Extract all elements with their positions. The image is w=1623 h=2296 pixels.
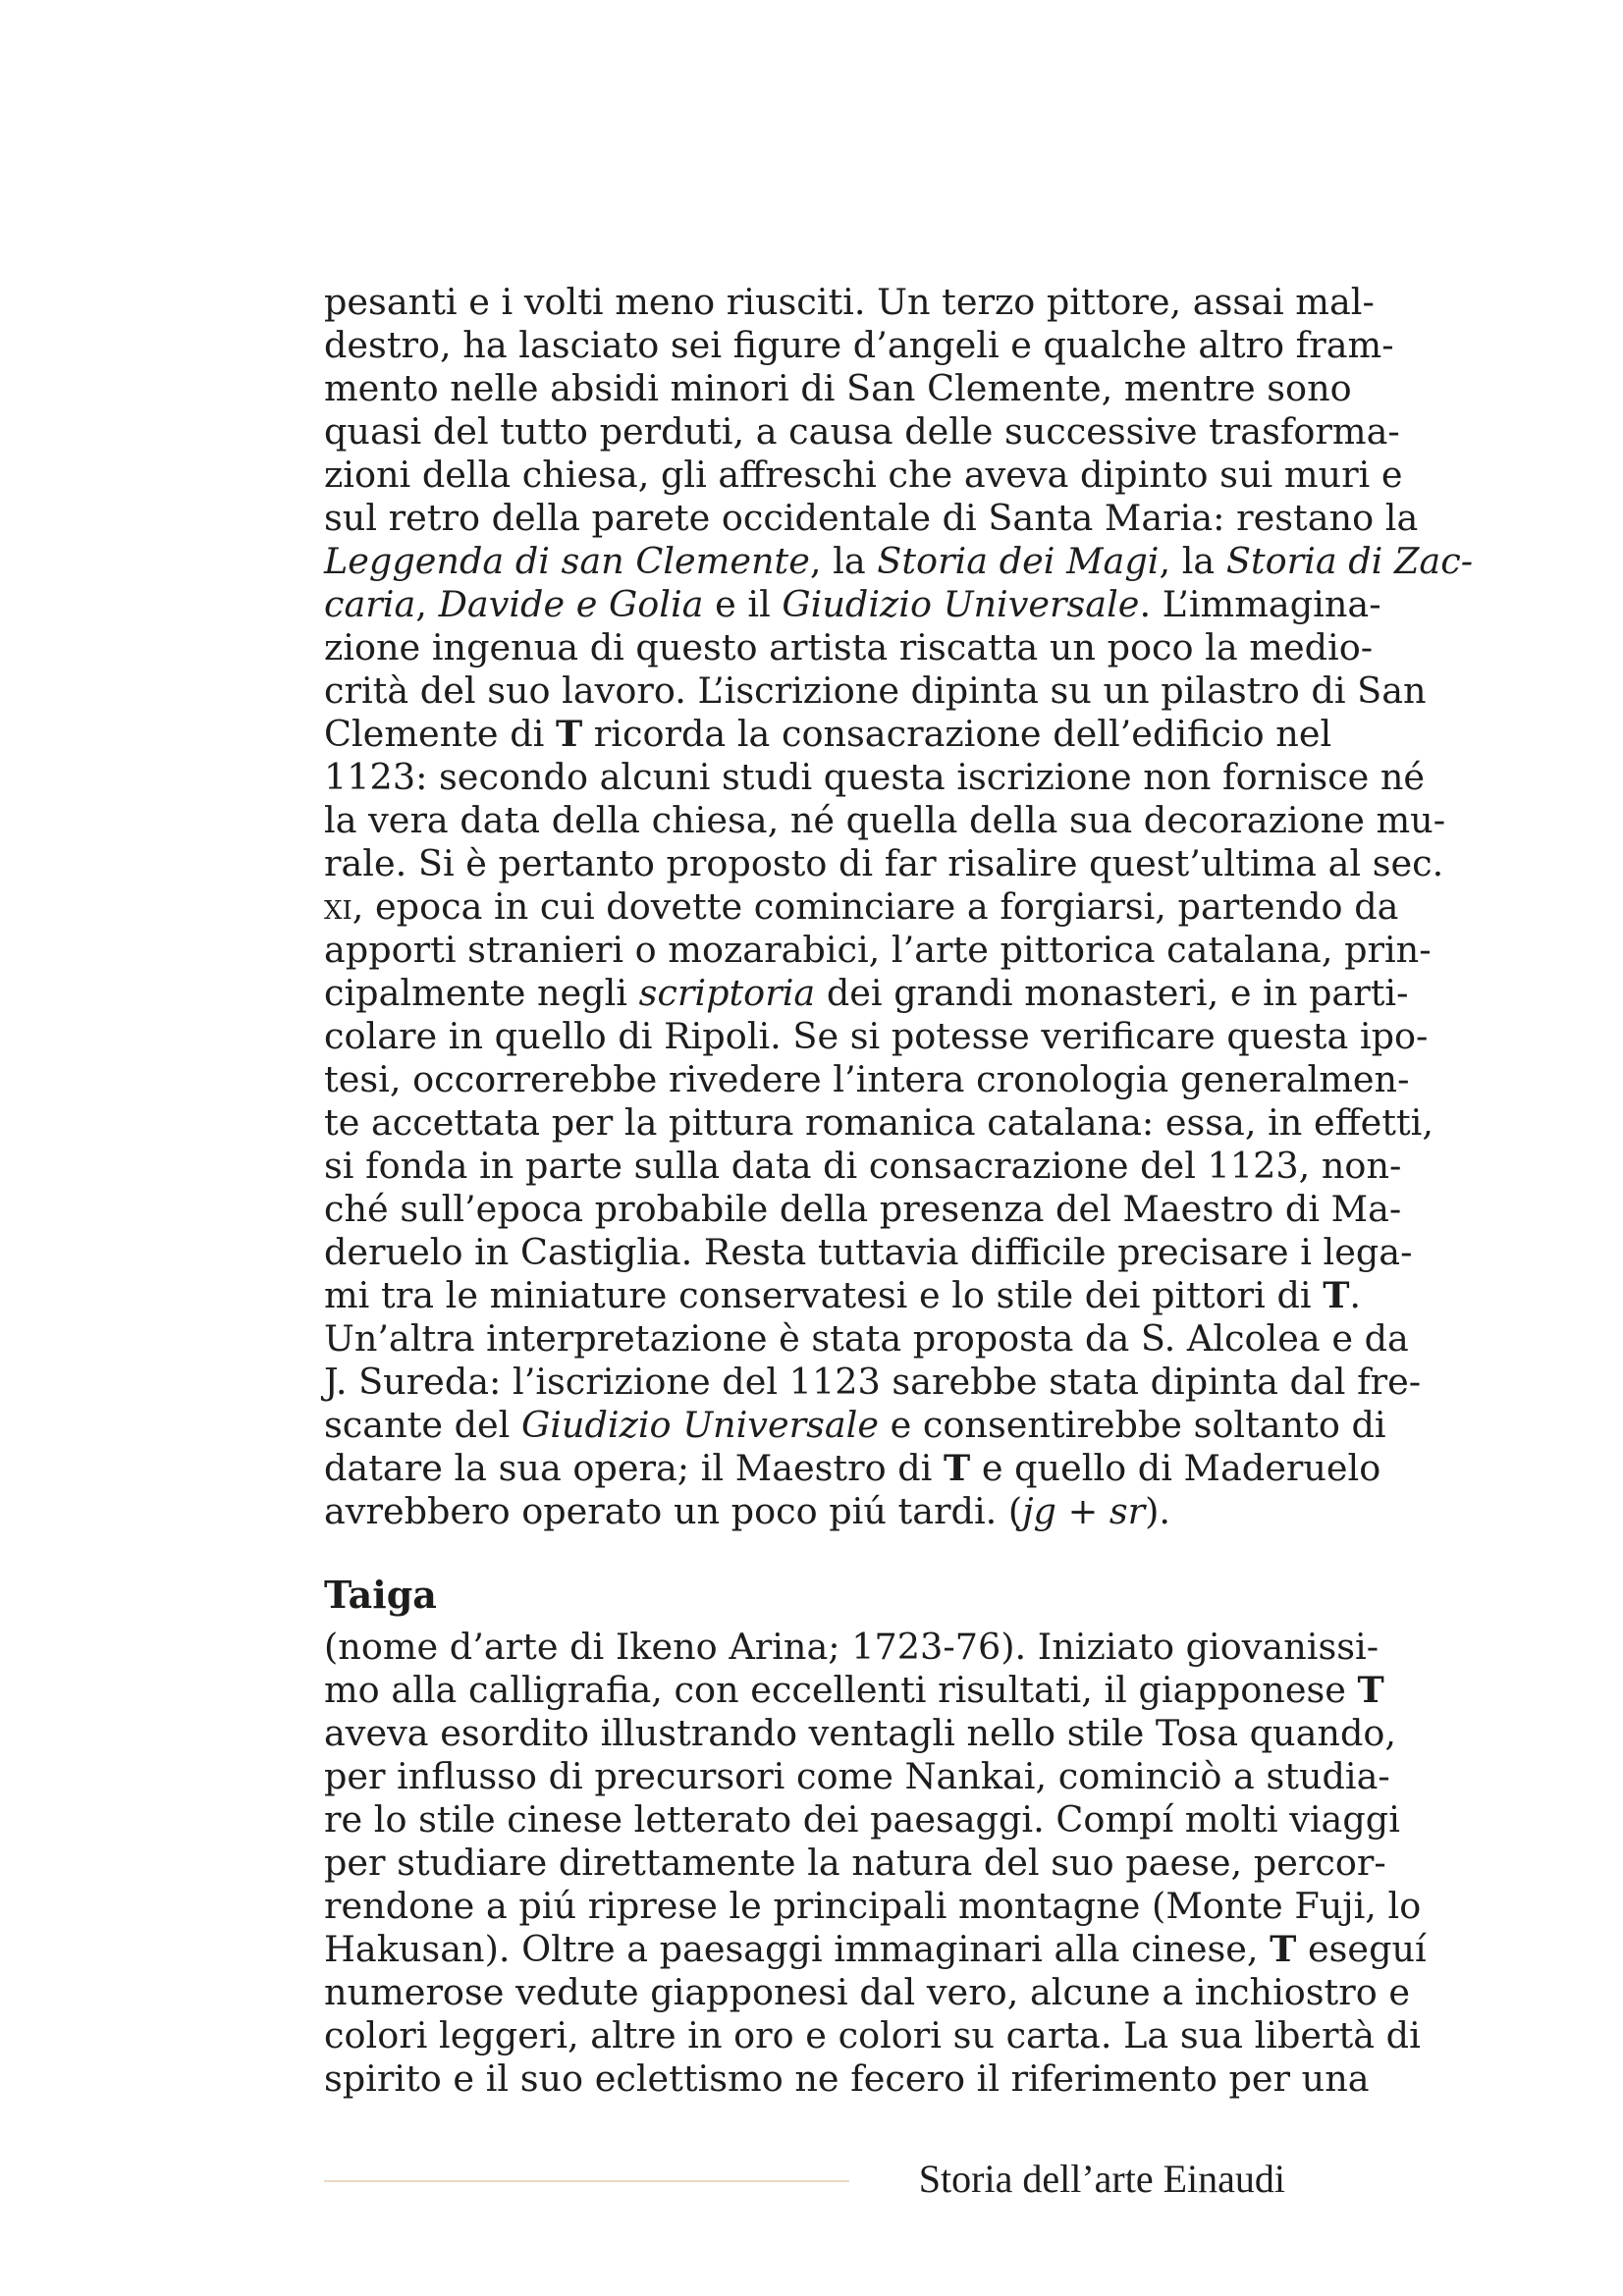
- text-run: eseguí: [1296, 1928, 1427, 1970]
- text-line: re lo stile cinese letterato dei paesaggi. Compí molti viaggi: [324, 1798, 1400, 1841]
- text-line: la vera data della chiesa, né quella della sua decorazione mu-: [324, 799, 1446, 841]
- publication-title: Storia dell’arte Einaudi: [918, 2157, 1285, 2201]
- text-line: per studiare direttamente la natura del suo paese, percor-: [324, 1842, 1386, 1884]
- text-line: si fonda in parte sulla data di consacrazione del 1123, non-: [324, 1145, 1402, 1187]
- text-line: [324, 1669, 1384, 1712]
- text-run: .: [1349, 1274, 1362, 1316]
- text-line: [324, 1490, 1286, 1533]
- entry-abbreviation: T: [1357, 1669, 1384, 1711]
- footer-rule: [324, 2180, 849, 2182]
- text-run: e quello di Maderuelo: [970, 1447, 1381, 1489]
- author-initials: jg + sr: [1022, 1490, 1146, 1532]
- text-run: avrebbero operato un poco piú tardi. (: [324, 1490, 1023, 1532]
- text-run: , la: [1159, 540, 1226, 582]
- text-line: zioni della chiesa, gli affreschi che aveva dipinto sui muri e: [324, 454, 1403, 496]
- text-run: mi tra le miniature conservatesi e lo stile dei pittori di: [324, 1274, 1324, 1316]
- text-run: ).: [1145, 1490, 1171, 1532]
- italic-title: Storia di Zac-: [1225, 540, 1474, 582]
- roman-numeral: xi: [324, 885, 352, 928]
- text-line: [324, 972, 1409, 1015]
- entry-abbreviation: T: [1270, 1928, 1297, 1970]
- text-line: pesanti e i volti meno riusciti. Un terzo pittore, assai mal-: [324, 281, 1375, 323]
- italic-title: caria: [324, 583, 416, 625]
- text-line: (nome d’arte di Ikeno Arina; 1723-76). Iniziato giovanissi-: [324, 1626, 1380, 1668]
- text-line: [324, 885, 1399, 929]
- text-line: [324, 1447, 1381, 1490]
- text-run: ricorda la consacrazione dell’edificio nel: [582, 713, 1332, 755]
- text-line: ché sull’epoca probabile della presenza del Maestro di Ma-: [324, 1188, 1402, 1230]
- text-line: [324, 583, 1381, 626]
- text-line: [324, 1928, 1427, 1971]
- text-line: J. Sureda: l’iscrizione del 1123 sarebbe stata dipinta dal fre-: [324, 1361, 1422, 1403]
- text-line: rendone a piú riprese le principali montagne (Monte Fuji, lo: [324, 1885, 1422, 1927]
- text-line: spirito e il suo eclettismo ne fecero il riferimento per una: [324, 2057, 1370, 2100]
- text-run: . L’immagina-: [1139, 583, 1381, 625]
- text-line: destro, ha lasciato sei figure d’angeli e qualche altro fram-: [324, 324, 1394, 366]
- text-run: ,: [415, 583, 439, 625]
- italic-title: Giudizio Universale: [520, 1404, 879, 1446]
- text-line: tesi, occorrerebbe rivedere l’intera cronologia generalmen-: [324, 1058, 1410, 1100]
- text-line: zione ingenua di questo artista riscatta un poco la medio-: [324, 626, 1374, 668]
- text-run: , la: [809, 540, 878, 582]
- text-run: datare la sua opera; il Maestro di: [324, 1447, 944, 1489]
- text-line: colori leggeri, altre in oro e colori su carta. La sua libertà di: [324, 2014, 1421, 2056]
- text-line: apporti stranieri o mozarabici, l’arte pittorica catalana, prin-: [324, 929, 1432, 971]
- text-line: colare in quello di Ripoli. Se si potesse verificare questa ipo-: [324, 1015, 1429, 1057]
- text-run: scante del: [324, 1404, 521, 1446]
- text-line: sul retro della parete occidentale di Santa Maria: restano la: [324, 497, 1419, 539]
- italic-term: scriptoria: [638, 972, 816, 1014]
- text-run: Hakusan). Oltre a paesaggi immaginari alla cinese,: [324, 1928, 1271, 1970]
- text-line: [324, 1404, 1386, 1447]
- text-run: cipalmente negli: [324, 972, 639, 1014]
- text-line: rale. Si è pertanto proposto di far risalire quest’ultima al sec.: [324, 842, 1444, 884]
- italic-title: Storia dei Magi: [877, 540, 1160, 582]
- entry-abbreviation: T: [944, 1447, 971, 1489]
- text-line: numerose vedute giapponesi dal vero, alcune a inchiostro e: [324, 1971, 1411, 2013]
- text-run: e consentirebbe soltanto di: [879, 1404, 1386, 1446]
- text-run: mo alla calligrafia, con eccellenti risultati, il giapponese: [324, 1669, 1358, 1711]
- entry-abbreviation: T: [555, 713, 583, 755]
- section-spacer: [324, 1533, 1286, 1565]
- entry-heading: Taiga: [324, 1573, 437, 1617]
- text-line: deruelo in Castiglia. Resta tuttavia difficile precisare i lega-: [324, 1231, 1413, 1273]
- text-line: [324, 713, 1332, 756]
- article-body: [324, 281, 1474, 2101]
- text-run: e il: [703, 583, 783, 625]
- entry-abbreviation: T: [1323, 1274, 1350, 1316]
- text-line: per influsso di precursori come Nankai, cominciò a studia-: [324, 1755, 1390, 1797]
- text-line: 1123: secondo alcuni studi questa iscrizione non fornisce né: [324, 756, 1426, 798]
- text-line: aveva esordito illustrando ventagli nello stile Tosa quando,: [324, 1712, 1397, 1754]
- text-line: crità del suo lavoro. L’iscrizione dipinta su un pilastro di San: [324, 669, 1427, 712]
- text-line: quasi del tutto perduti, a causa delle successive trasforma-: [324, 410, 1400, 453]
- italic-title: Davide e Golia: [438, 583, 704, 625]
- text-line: Un’altra interpretazione è stata proposta da S. Alcolea e da: [324, 1317, 1409, 1360]
- text-line: [324, 1274, 1362, 1317]
- text-line: te accettata per la pittura romanica catalana: essa, in effetti,: [324, 1101, 1434, 1144]
- italic-title: Leggenda di san Clemente: [324, 540, 810, 582]
- text-line: mento nelle absidi minori di San Clemente, mentre sono: [324, 367, 1352, 409]
- text-run: , epoca in cui dovette cominciare a forgiarsi, partendo da: [352, 885, 1399, 928]
- text-run: dei grandi monasteri, e in parti-: [815, 972, 1409, 1014]
- italic-title: Giudizio Universale: [782, 583, 1140, 625]
- text-line: [324, 540, 1474, 583]
- text-run: Clemente di: [324, 713, 556, 755]
